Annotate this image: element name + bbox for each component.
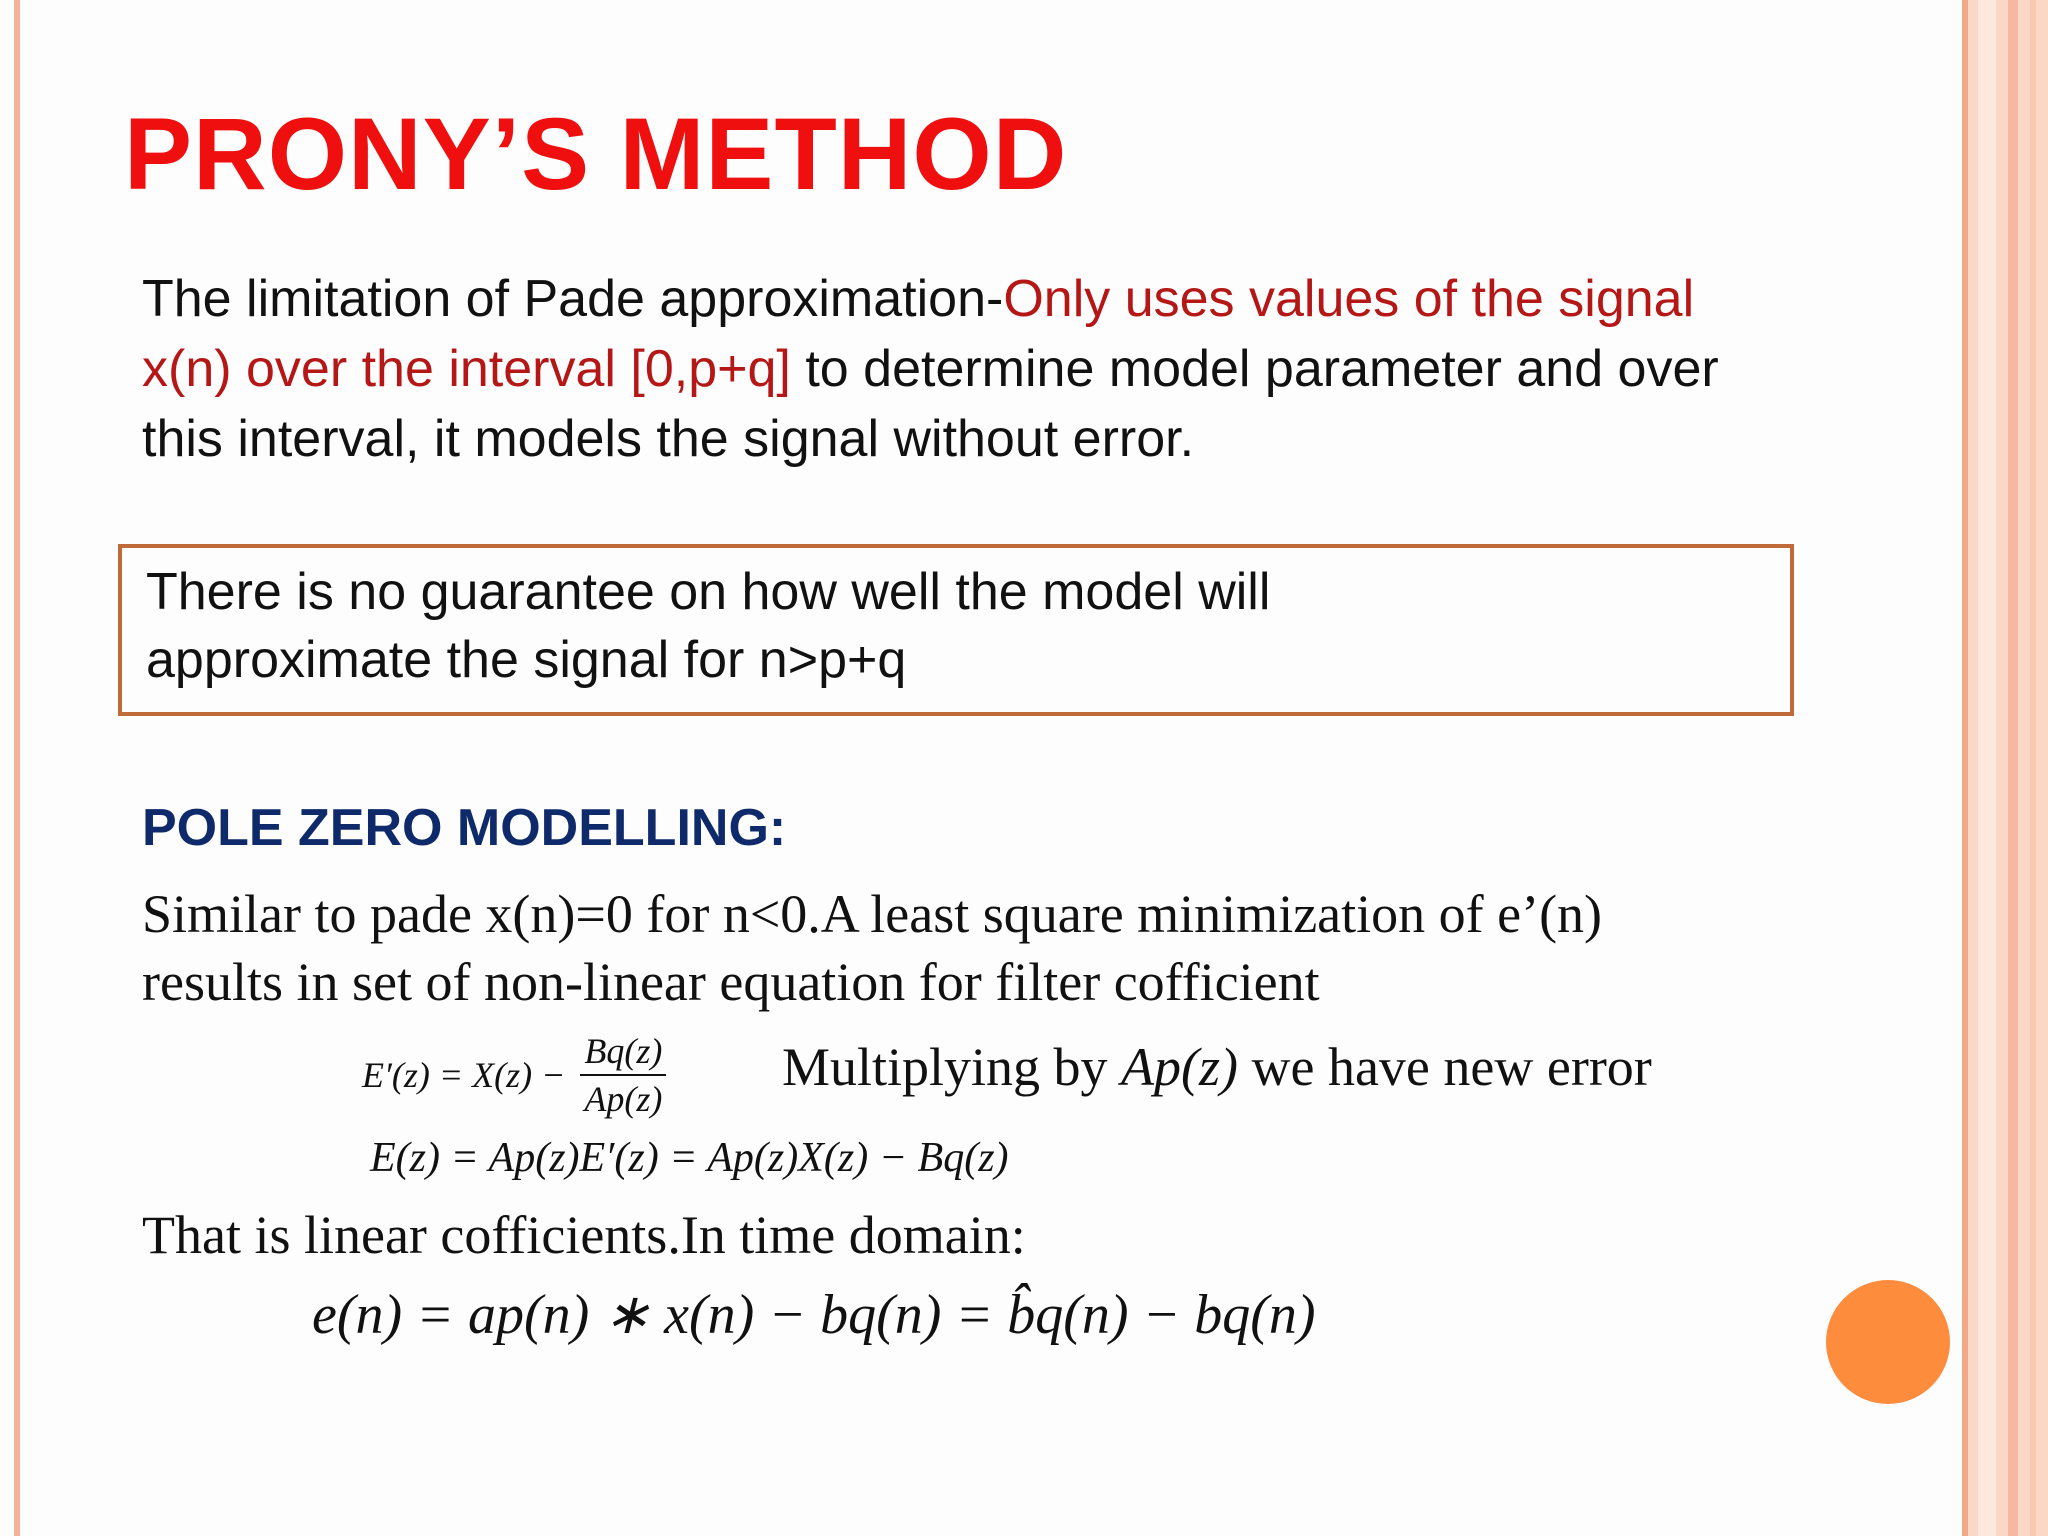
paragraph-line-1: Similar to pade x(n)=0 for n<0.A least square minimization of e’(n) xyxy=(142,884,1603,944)
multiplying-pre: Multiplying by xyxy=(782,1037,1122,1097)
band-stripe xyxy=(2008,0,2018,1536)
equation-lhs: E′(z) = X(z) − xyxy=(362,1055,566,1095)
equation-fraction xyxy=(580,1030,666,1120)
highlight-box xyxy=(118,544,1794,716)
band-stripe xyxy=(2030,0,2036,1536)
paragraph-line-2: results in set of non-linear equation for filter cofficient xyxy=(142,952,1320,1012)
box-line-1: There is no guarantee on how well the model will xyxy=(146,563,1271,621)
box-line-2: approximate the signal for n>p+q xyxy=(146,631,907,689)
multiplying-text xyxy=(782,1036,1652,1098)
pole-zero-paragraph xyxy=(142,880,1762,1016)
intro-text-black-end: to determine model parameter and over this interval, it models the signal without error. xyxy=(142,340,1719,468)
intro-text-black: The limitation of Pade approximation- xyxy=(142,270,1004,328)
equation-new-error: E(z) = Ap(z)E′(z) = Ap(z)X(z) − Bq(z) xyxy=(370,1135,1009,1181)
intro-paragraph xyxy=(142,264,1742,474)
section-heading: POLE ZERO MODELLING: xyxy=(142,799,787,857)
multiplying-post: we have new error xyxy=(1238,1037,1652,1097)
multiplying-italic: Ap(z) xyxy=(1121,1037,1238,1097)
highlight-box-text xyxy=(146,558,1270,694)
right-decorative-band xyxy=(1962,0,2048,1536)
left-border-line xyxy=(14,0,20,1536)
equation-time-domain: e(n) = ap(n) ∗ x(n) − bq(n) = b̂q(n) − bq(n) xyxy=(312,1284,1316,1346)
band-stripe xyxy=(1978,0,1996,1536)
time-domain-text: That is linear cofficients.In time domain: xyxy=(142,1205,1026,1265)
intro-text-red: Only uses values of the signal x(n) over the interval [0,p+q] xyxy=(142,270,1695,398)
slide-title: PRONY’S METHOD xyxy=(124,97,1068,211)
fraction-numerator: Bq(z) xyxy=(580,1030,666,1076)
orange-circle-decoration xyxy=(1826,1280,1950,1404)
equation-error-definition xyxy=(362,1030,666,1120)
fraction-denominator: Ap(z) xyxy=(584,1079,663,1119)
